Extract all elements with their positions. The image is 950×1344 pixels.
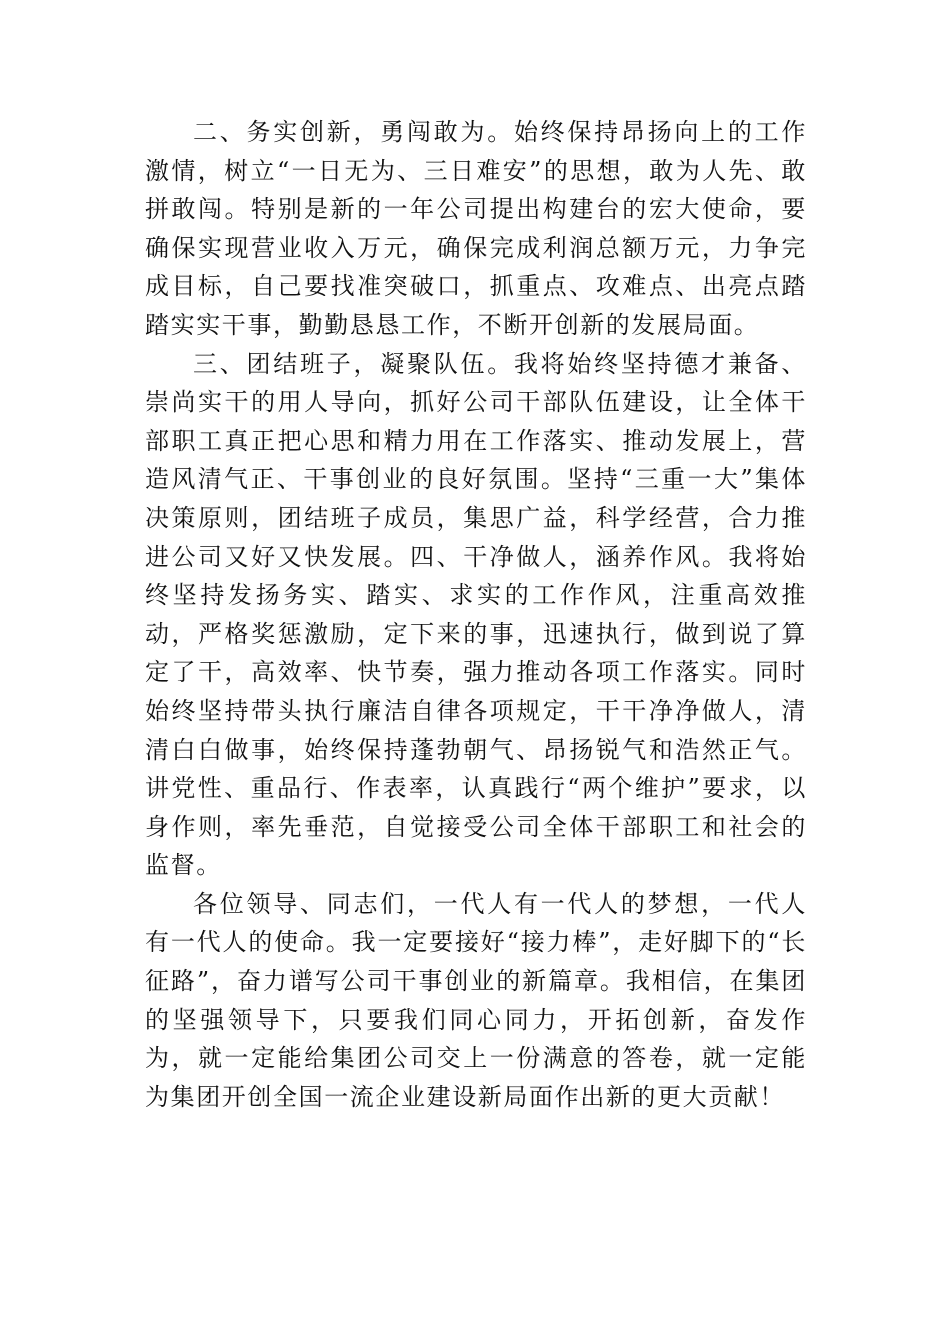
paragraph-work-innovation: 二、务实创新，勇闯敢为。始终保持昂扬向上的工作激情，树立“一日无为、三日难安”的思想，敢为人先、敢拼敢闯。特别是新的一年公司提出构建台的宏大使命，要确保实现营业收入万元，确保完成利润总额万元，力争完成目标，自己要找准突破口，抓重点、攻难点、出亮点踏踏实实干事，勤勤恳恳工作，不断开创新的发展局面。 [145,118,807,339]
paragraph-closing: 各位领导、同志们，一代人有一代人的梦想，一代人有一代人的使命。我一定要接好“接力棒”，走好脚下的“长征路”，奋力谱写公司干事创业的新篇章。我相信，在集团的坚强领导下，只要我们同心同力，开拓创新，奋发作为，就一定能给集团公司交上一份满意的答卷，就一定能为集团开创全国一流企业建设新局面作出新的更大贡献！ [145,889,807,1111]
document-body [145,113,807,1116]
paragraph-team-unity: 三、团结班子，凝聚队伍。我将始终坚持德才兼备、崇尚实干的用人导向，抓好公司干部队伍建设，让全体干部职工真正把心思和精力用在工作落实、推动发展上，营造风清气正、干事创业的良好氛围。坚持“三重一大”集体决策原则，团结班子成员，集思广益，科学经营，合力推进公司又好又快发展。四、干净做人，涵养作风。我将始终坚持发扬务实、踏实、求实的工作作风，注重高效推动，严格奖惩激励，定下来的事，迅速执行，做到说了算定了干，高效率、快节奏，强力推动各项工作落实。同时始终坚持带头执行廉洁自律各项规定，干干净净做人，清清白白做事，始终保持蓬勃朝气、昂扬锐气和浩然正气。讲党性、重品行、作表率，认真践行“两个维护”要求，以身作则，率先垂范，自觉接受公司全体干部职工和社会的监督。 [145,349,807,880]
